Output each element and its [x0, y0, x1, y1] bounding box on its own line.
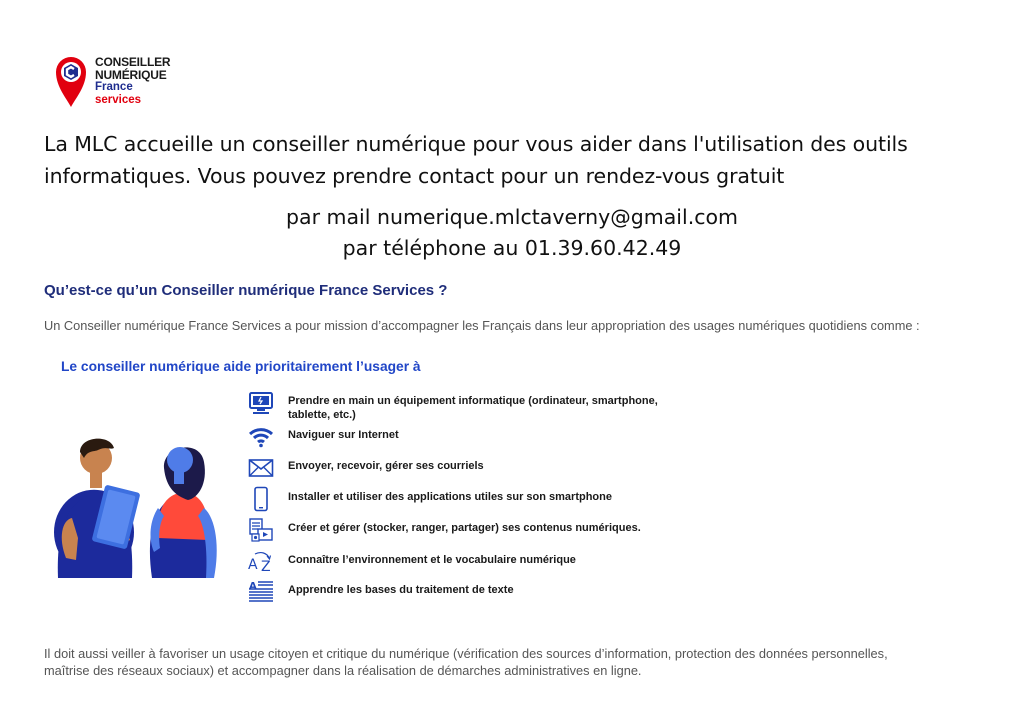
contact-block — [0, 202, 1024, 264]
wifi-icon — [246, 424, 276, 450]
intro-line-2: informatiques. Vous pouvez prendre contact pour un rendez-vous gratuit — [44, 164, 785, 188]
logo-line-numerique: NUMÉRIQUE — [95, 67, 167, 82]
conseiller-numerique-logo — [54, 54, 194, 110]
list-item-text: Naviguer sur Internet — [288, 429, 399, 441]
two-people-tablet-illustration — [48, 428, 228, 593]
envelope-icon — [246, 455, 276, 481]
text-document-icon — [246, 579, 276, 605]
smartphone-icon — [246, 486, 276, 512]
intro-paragraph — [44, 128, 1004, 192]
list-item-text: Envoyer, recevoir, gérer ses courriels — [288, 460, 484, 472]
mission-text: Un Conseiller numérique France Services a pour mission d’accompagner les Français dans leur appropriation des usages numériques quotidiens comme : — [44, 318, 920, 333]
list-item — [246, 455, 716, 481]
list-item — [246, 549, 716, 575]
svg-text:A: A — [249, 581, 257, 592]
list-item — [246, 424, 716, 450]
map-pin-logo-icon — [54, 54, 88, 108]
logo-wordmark — [95, 56, 170, 106]
list-item-text: Installer et utiliser des applications utiles sur son smartphone — [288, 491, 612, 503]
list-item-text: Apprendre les bases du traitement de texte — [288, 584, 514, 596]
list-item — [246, 579, 716, 605]
helps-title: Le conseiller numérique aide prioritairement l’usager à — [61, 359, 421, 374]
footer-paragraph — [44, 645, 994, 679]
footer-line-1: Il doit aussi veiller à favoriser un usage citoyen et critique du numérique (vérification des sources d’information, protection des données personnelles, — [44, 646, 888, 661]
list-item-text: Créer et gérer (stocker, ranger, partager) ses contenus numériques. — [288, 522, 641, 534]
contact-mail: par mail numerique.mlctaverny@gmail.com — [286, 205, 738, 229]
list-item-line: Prendre en main un équipement informatique (ordinateur, smartphone, — [288, 395, 658, 407]
intro-line-1: La MLC accueille un conseiller numérique pour vous aider dans l'utilisation des outils — [44, 132, 908, 156]
list-item-text: Connaître l’environnement et le vocabulaire numérique — [288, 554, 576, 566]
list-item — [246, 390, 716, 422]
a-to-z-icon — [246, 549, 276, 575]
footer-line-2: maîtrise des réseaux sociaux) et accompagner dans la réalisation de démarches administratives en ligne. — [44, 663, 642, 678]
logo-line-services: services — [95, 93, 142, 106]
list-item-line: tablette, etc.) — [288, 409, 356, 421]
section-title: Qu’est-ce qu’un Conseiller numérique France Services ? — [44, 282, 448, 299]
svg-text:A: A — [248, 557, 258, 573]
logo-line-france: France — [95, 81, 133, 93]
list-item — [246, 486, 716, 512]
contact-phone: par téléphone au 01.39.60.42.49 — [342, 236, 682, 260]
computer-icon — [246, 390, 276, 416]
list-item-text — [288, 390, 658, 422]
media-files-icon — [246, 517, 276, 543]
list-item — [246, 517, 716, 543]
logo-line-conseiller: CONSEILLER — [95, 55, 171, 69]
svg-text:Z: Z — [261, 559, 271, 574]
